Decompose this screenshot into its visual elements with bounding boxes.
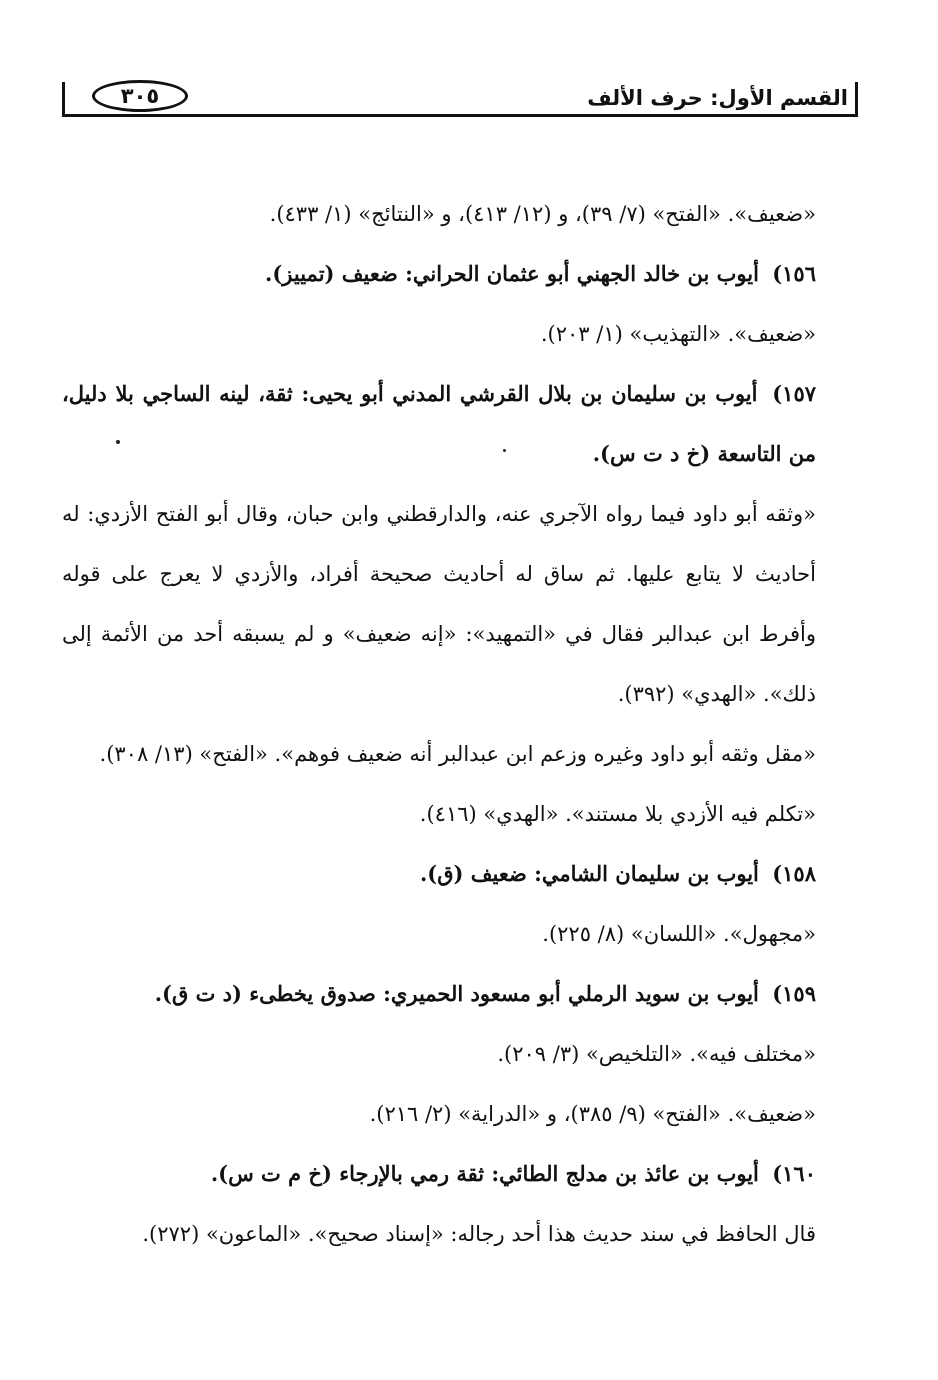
entry-number: ١٦٠) <box>772 1161 816 1186</box>
paragraph-text: «مختلف فيه». «التلخيص» (٣/ ٢٠٩). <box>497 1042 816 1066</box>
paragraph-text: «مجهول». «اللسان» (٨/ ٢٢٥). <box>542 922 816 946</box>
entry-number: ١٥٩) <box>772 981 816 1006</box>
stray-mark <box>116 440 120 444</box>
paragraph-text: «ضعيف». «الفتح» (٧/ ٣٩)، و (١٢/ ٤١٣)، و «النتائج» (١/ ٤٣٣). <box>269 202 816 226</box>
entry-number: ١٥٦) <box>772 261 816 286</box>
paragraph-text: «ضعيف». «التهذيب» (١/ ٢٠٣). <box>540 322 816 346</box>
entry-text: أيوب بن عائذ بن مدلج الطائي: ثقة رمي بالإرجاء (خ م ت س). <box>210 1161 759 1186</box>
commentary-paragraph <box>62 904 858 964</box>
paragraph-text: «وثقه أبو داود فيما رواه الآجري عنه، والدارقطني وابن حبان، وقال أبو الفتح الأزدي: له أحاديث لا يتابع عليها. ثم ساق له أحاديث صحيحة أفراد، والأزدي لا يعرج على قوله وأفرط ابن عبدالبر فقال في «التمهيد»: «إنه ضعيف» و لم يسبقه أحد من الأئمة إلى ذلك». «الهدي» (٣٩٢). <box>62 502 816 706</box>
commentary-paragraph <box>62 1024 858 1084</box>
commentary-paragraph <box>62 184 858 244</box>
section-title: القسم الأول: حرف الألف <box>587 86 848 110</box>
entry-number: ١٥٧) <box>772 381 817 406</box>
entry-text: أيوب بن سويد الرملي أبو مسعود الحميري: صدوق يخطىء (د ت ق). <box>154 981 759 1006</box>
commentary-paragraph <box>62 1084 858 1144</box>
narrator-entry <box>62 964 858 1024</box>
header-rule <box>62 114 858 117</box>
narrator-entry <box>62 244 858 304</box>
narrator-entry <box>62 1144 858 1204</box>
narrator-entry <box>62 364 858 484</box>
page-number: ٣٠٥ <box>92 80 188 112</box>
commentary-paragraph <box>62 484 858 724</box>
paragraph-text: قال الحافظ في سند حديث هذا أحد رجاله: «إسناد صحيح». «الماعون» (٢٧٢). <box>142 1222 816 1246</box>
paragraph-text: «ضعيف». «الفتح» (٩/ ٣٨٥)، و «الدراية» (٢/ ٢١٦). <box>369 1102 816 1126</box>
entry-text: أيوب بن سليمان بن بلال القرشي المدني أبو يحيى: ثقة، لينه الساجي بلا دليل، من التاسعة (خ د ت س). <box>62 381 816 466</box>
commentary-paragraph <box>62 784 858 844</box>
commentary-paragraph <box>62 724 858 784</box>
page-body <box>62 184 858 1264</box>
running-header <box>62 76 858 120</box>
entry-text: أيوب بن سليمان الشامي: ضعيف (ق). <box>419 861 759 886</box>
stray-mark <box>503 449 506 452</box>
paragraph-text: «مقل وثقه أبو داود وغيره وزعم ابن عبدالبر أنه ضعيف فوهم». «الفتح» (١٣/ ٣٠٨). <box>99 742 816 766</box>
commentary-paragraph <box>62 1204 858 1264</box>
entry-text: أيوب بن خالد الجهني أبو عثمان الحراني: ضعيف (تمييز). <box>265 261 759 286</box>
narrator-entry <box>62 844 858 904</box>
paragraph-text: «تكلم فيه الأزدي بلا مستند». «الهدي» (٤١٦). <box>419 802 816 826</box>
commentary-paragraph <box>62 304 858 364</box>
entry-number: ١٥٨) <box>772 861 816 886</box>
